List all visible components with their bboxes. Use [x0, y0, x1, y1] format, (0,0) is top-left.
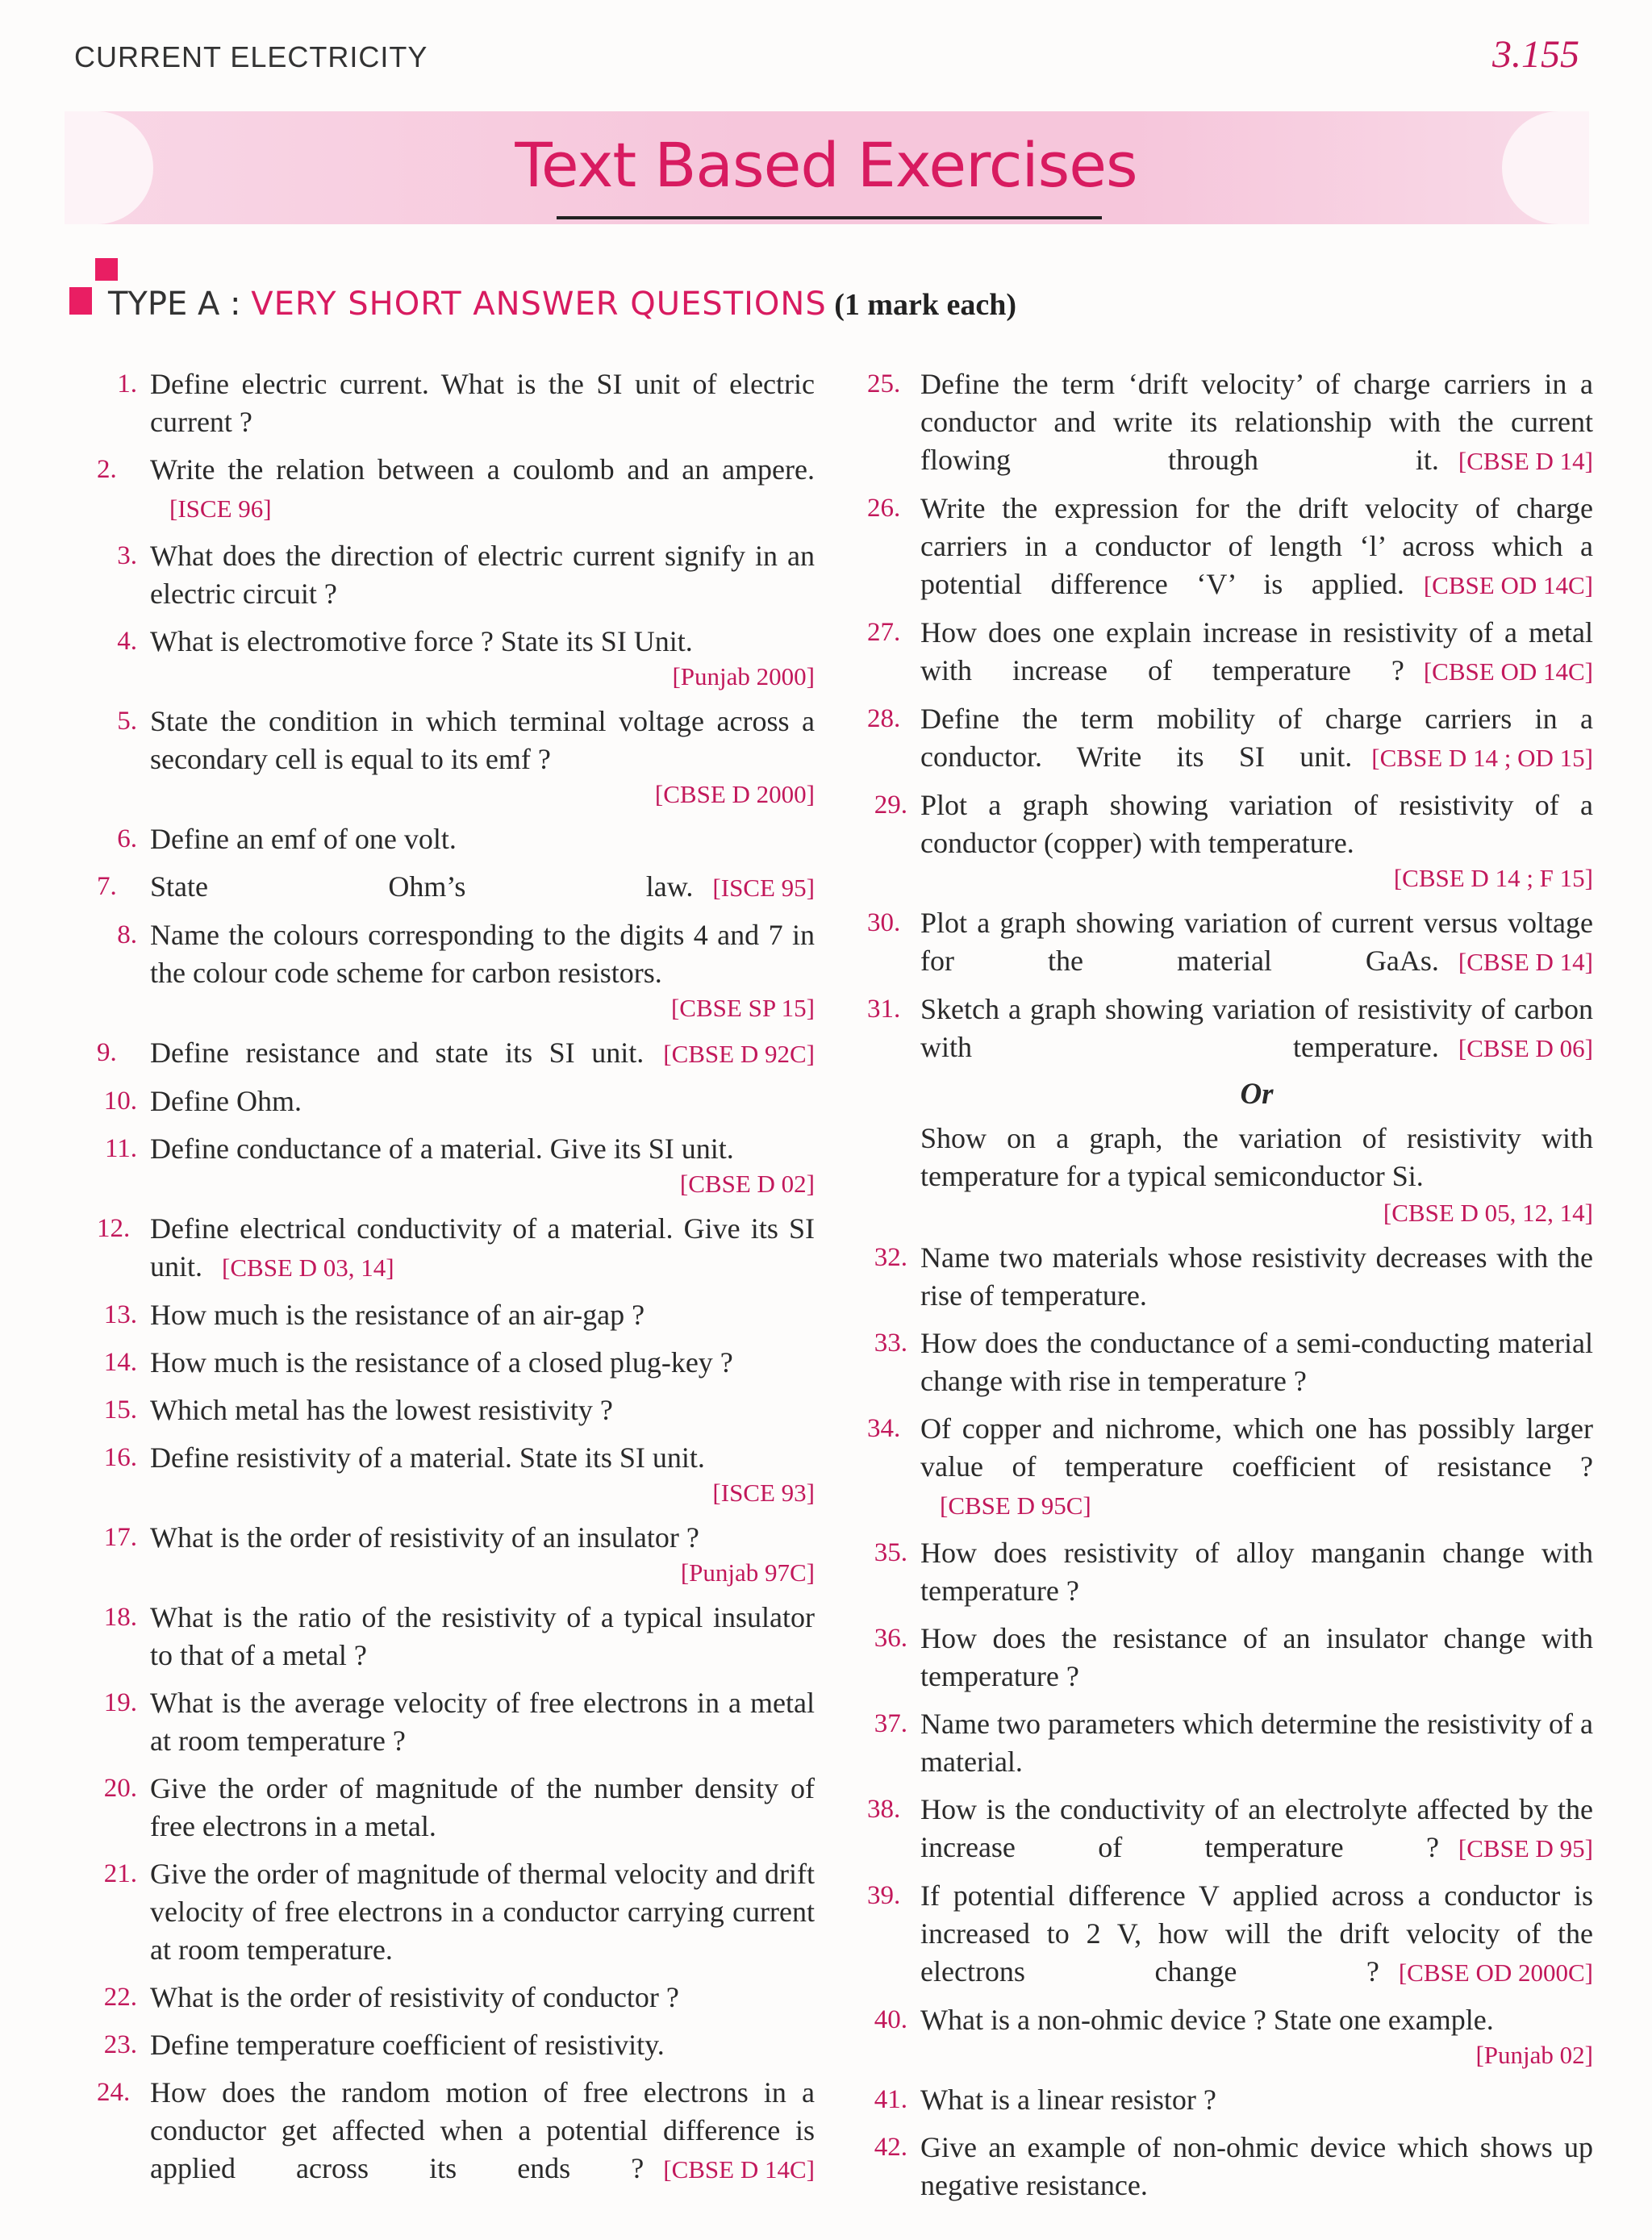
page-number: 3.155	[1492, 33, 1579, 76]
question-text: What does the direction of electric current signify in an electric circuit ?	[150, 540, 815, 610]
question-text: Sketch a graph showing variation of resistivity of carbon with temperature.	[920, 993, 1593, 1063]
question-item	[867, 1705, 1593, 1781]
question-number: 22.	[103, 1983, 137, 2012]
question-text: What is electromotive force ? State its SI Unit.	[150, 625, 693, 657]
question-item	[867, 2081, 1593, 2119]
question-number: 14.	[103, 1348, 137, 1377]
question-number: 7.	[97, 872, 117, 901]
question-text: Define resistivity of a material. State its SI unit.	[150, 1441, 705, 1474]
question-item	[867, 1877, 1593, 1992]
running-head: CURRENT ELECTRICITY	[74, 40, 428, 73]
question-number: 20.	[103, 1774, 137, 1803]
question-number: 8.	[117, 920, 137, 949]
question-item	[97, 623, 815, 693]
question-source-tag: [CBSE D 14]	[1458, 948, 1593, 976]
question-item	[867, 904, 1593, 981]
question-alternative	[867, 1120, 1593, 1229]
question-item	[867, 700, 1593, 777]
question-item	[97, 916, 815, 1024]
question-number: 12.	[97, 1214, 131, 1243]
question-number: 21.	[103, 1859, 137, 1888]
question-item	[97, 1684, 815, 1760]
question-item	[97, 1296, 815, 1334]
question-item	[97, 1344, 815, 1382]
question-item	[867, 365, 1593, 480]
question-source-tag: [CBSE D 02]	[679, 1170, 815, 1198]
question-item	[97, 365, 815, 441]
question-source-tag: [CBSE D 05, 12, 14]	[1383, 1199, 1593, 1227]
question-source-tag: [Punjab 02]	[1475, 2041, 1593, 2069]
question-number: 23.	[103, 2030, 137, 2059]
question-text: What is a linear resistor ?	[920, 2084, 1216, 2116]
section-marker-bar-icon	[69, 287, 92, 315]
question-source-tag: [CBSE D 95]	[1458, 1834, 1593, 1862]
question-text: How does one explain increase in resistivity of a metal with increase of temperature ?	[920, 616, 1593, 686]
question-text: What is the order of resistivity of an insulator ?	[150, 1521, 699, 1554]
question-text: How does the resistance of an insulator change with temperature ?	[920, 1622, 1593, 1692]
question-number: 30.	[867, 908, 901, 937]
question-source-tag: [CBSE D 03, 14]	[222, 1253, 394, 1282]
or-separator: Or	[1240, 1078, 1274, 1111]
question-text: Write the relation between a coulomb and an ampere.	[150, 453, 815, 486]
question-item	[867, 1620, 1593, 1696]
question-text: Define the term ‘drift velocity’ of charge carriers in a conductor and write its relationship with the current flowing through it.	[920, 368, 1593, 476]
question-source-tag: [CBSE D 95C]	[940, 1491, 1091, 1520]
question-text: Define an emf of one volt.	[150, 823, 457, 855]
question-item	[97, 537, 815, 613]
question-text: Define the term mobility of charge carriers in a conductor. Write its SI unit.	[920, 703, 1593, 773]
question-number: 25.	[867, 369, 901, 398]
question-number: 38.	[867, 1795, 901, 1824]
question-text: Name two parameters which determine the resistivity of a material.	[920, 1708, 1593, 1778]
question-text: What is a non-ohmic device ? State one example.	[920, 2004, 1494, 2036]
question-number: 35.	[874, 1538, 907, 1567]
banner-underline	[557, 216, 1102, 219]
question-text: Give the order of magnitude of thermal velocity and drift velocity of free electrons in a conductor carrying current at room temperature.	[150, 1858, 815, 1966]
question-text: Give an example of non-ohmic device which shows up negative resistance.	[920, 2131, 1593, 2201]
question-item	[867, 1410, 1593, 1525]
question-source-tag: [CBSE SP 15]	[670, 994, 815, 1022]
question-source-tag: [CBSE OD 2000C]	[1398, 1958, 1593, 1987]
question-text: Name two materials whose resistivity decreases with the rise of temperature.	[920, 1241, 1593, 1312]
question-column-left	[97, 365, 815, 2198]
question-number: 32.	[874, 1243, 907, 1272]
question-item	[97, 868, 815, 907]
question-item	[867, 786, 1593, 895]
question-item	[97, 1391, 815, 1429]
question-number: 26.	[867, 494, 901, 523]
question-source-tag: [CBSE D 14]	[1458, 447, 1593, 475]
question-item	[97, 2026, 815, 2064]
question-text: Name the colours corresponding to the digits 4 and 7 in the colour code scheme for carbon resistors.	[150, 919, 815, 989]
question-item	[867, 1534, 1593, 1610]
banner-title: Text Based Exercises	[515, 129, 1137, 201]
question-number: 9.	[97, 1038, 117, 1067]
question-source-tag: [CBSE D 14C]	[663, 2155, 815, 2184]
question-number: 4.	[117, 627, 137, 656]
question-source-tag: [Punjab 2000]	[672, 662, 815, 690]
question-number: 29.	[874, 790, 907, 820]
section-marks-note: (1 mark each)	[826, 288, 1017, 322]
question-number: 24.	[97, 2078, 131, 2107]
question-number: 3.	[117, 541, 137, 570]
question-number: 37.	[874, 1709, 907, 1738]
question-number: 15.	[103, 1395, 137, 1425]
question-item	[867, 1791, 1593, 1867]
question-text: Plot a graph showing variation of current versus voltage for the material GaAs.	[920, 907, 1593, 977]
question-item	[97, 1770, 815, 1846]
question-number: 11.	[104, 1134, 137, 1163]
question-text: How does the random motion of free electrons in a conductor get affected when a potential difference is applied across its ends ?	[150, 2076, 815, 2184]
question-number: 31.	[867, 995, 901, 1024]
question-text: Of copper and nichrome, which one has possibly larger value of temperature coefficient of resistance ?	[920, 1412, 1593, 1483]
question-text: How much is the resistance of a closed plug-key ?	[150, 1346, 733, 1379]
question-number: 5.	[117, 707, 137, 736]
question-number: 19.	[103, 1688, 137, 1717]
section-marker-square-icon	[95, 258, 118, 281]
question-source-tag: [CBSE OD 14C]	[1423, 657, 1593, 686]
question-source-tag: [CBSE D 92C]	[663, 1040, 815, 1068]
question-text: How is the conductivity of an electrolyte affected by the increase of temperature ?	[920, 1793, 1593, 1863]
question-column-right	[867, 365, 1593, 2214]
question-number: 42.	[874, 2133, 907, 2162]
question-number: 40.	[874, 2005, 907, 2034]
question-text: How much is the resistance of an air-gap ?	[150, 1299, 645, 1331]
question-item	[97, 1210, 815, 1287]
question-text: Which metal has the lowest resistivity ?	[150, 1394, 613, 1426]
question-item	[97, 1855, 815, 1969]
question-text: Show on a graph, the variation of resistivity with temperature for a typical semiconductor Si.	[920, 1122, 1593, 1192]
question-text: Plot a graph showing variation of resistivity of a conductor (copper) with temperature.	[920, 789, 1593, 859]
question-text: What is the order of resistivity of conductor ?	[150, 1981, 679, 2013]
question-item	[97, 1034, 815, 1073]
question-text: Define electrical conductivity of a material. Give its SI unit.	[150, 1212, 815, 1283]
question-number: 33.	[874, 1329, 907, 1358]
question-text: Write the expression for the drift velocity of charge carriers in a conductor of length ‘l’ across which a potential difference ‘V’ is applied.	[920, 492, 1593, 600]
question-text: Define temperature coefficient of resistivity.	[150, 2029, 665, 2061]
section-type-label: TYPE A	[108, 286, 220, 323]
question-text: Give the order of magnitude of the number density of free electrons in a metal.	[150, 1772, 815, 1842]
question-source-tag: [CBSE D 14 ; F 15]	[1393, 864, 1593, 892]
question-item	[97, 703, 815, 811]
question-number: 2.	[97, 455, 117, 484]
question-number: 39.	[867, 1881, 901, 1910]
question-number: 13.	[103, 1300, 137, 1329]
question-item	[97, 1519, 815, 1589]
question-number: 18.	[103, 1603, 137, 1632]
question-source-tag: [Punjab 97C]	[680, 1558, 815, 1587]
section-heading	[108, 286, 1016, 323]
question-source-tag: [CBSE D 06]	[1458, 1034, 1593, 1062]
question-item	[867, 1239, 1593, 1315]
question-number: 36.	[874, 1624, 907, 1653]
question-number: 16.	[103, 1443, 137, 1472]
question-source-tag: [ISCE 96]	[169, 494, 272, 523]
section-title: VERY SHORT ANSWER QUESTIONS	[251, 286, 827, 323]
question-item	[867, 490, 1593, 604]
question-source-tag: [ISCE 93]	[712, 1479, 815, 1507]
question-item	[97, 2074, 815, 2188]
question-number: 1.	[117, 369, 137, 398]
question-number: 34.	[867, 1414, 901, 1443]
question-text: Define electric current. What is the SI unit of electric current ?	[150, 368, 815, 438]
question-source-tag: [CBSE OD 14C]	[1423, 571, 1593, 599]
question-item	[97, 1599, 815, 1675]
question-number: 6.	[117, 824, 137, 853]
question-text: How does resistivity of alloy manganin change with temperature ?	[920, 1537, 1593, 1607]
question-item	[97, 451, 815, 528]
section-separator: :	[219, 286, 252, 323]
question-text: State Ohm’s law.	[150, 870, 694, 903]
question-source-tag: [CBSE D 14 ; OD 15]	[1371, 744, 1593, 772]
question-item	[867, 2129, 1593, 2205]
question-number: 10.	[103, 1087, 137, 1116]
question-text: How does the conductance of a semi-conducting material change with rise in temperature ?	[920, 1327, 1593, 1397]
question-item	[97, 1979, 815, 2017]
question-item	[97, 820, 815, 858]
question-text: Define conductance of a material. Give its SI unit.	[150, 1133, 734, 1165]
question-item	[97, 1082, 815, 1120]
question-number: 17.	[103, 1523, 137, 1552]
question-text: What is the ratio of the resistivity of a typical insulator to that of a metal ?	[150, 1601, 815, 1671]
question-text: If potential difference V applied across a conductor is increased to 2 V, how will the drift velocity of the electrons change ?	[920, 1879, 1593, 1988]
question-item	[867, 614, 1593, 690]
question-source-tag: [ISCE 95]	[712, 874, 815, 902]
question-text: State the condition in which terminal voltage across a secondary cell is equal to its emf ?	[150, 705, 815, 775]
question-item	[867, 1324, 1593, 1400]
question-text: Define Ohm.	[150, 1085, 302, 1117]
question-text: What is the average velocity of free electrons in a metal at room temperature ?	[150, 1687, 815, 1757]
question-item	[97, 1130, 815, 1200]
question-text: Define resistance and state its SI unit.	[150, 1037, 645, 1069]
question-item	[97, 1439, 815, 1509]
question-number: 27.	[867, 618, 901, 647]
question-source-tag: [CBSE D 2000]	[654, 780, 815, 808]
question-number: 28.	[867, 704, 901, 733]
question-item	[867, 991, 1593, 1067]
question-item	[867, 2001, 1593, 2071]
question-number: 41.	[874, 2085, 907, 2114]
